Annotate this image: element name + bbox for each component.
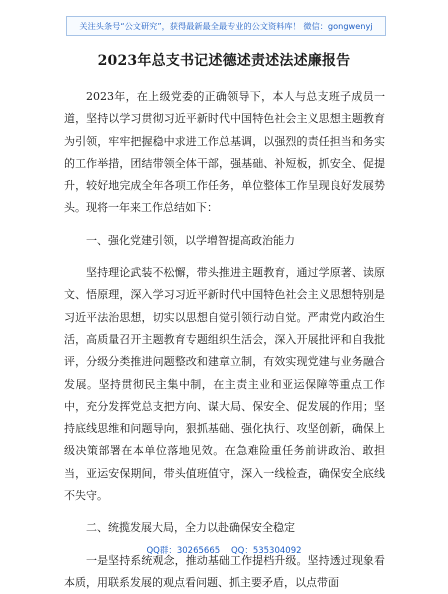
footer-contact [0, 544, 448, 556]
document-title: 2023年总支书记述德述责述法述廉报告 [97, 53, 351, 69]
top-banner: 关注头条号“公文研究”，获得最新最全最专业的公文资料库！ 微信：gongwenyj [66, 16, 386, 36]
intro-paragraph: 2023年，在上级党委的正确领导下，本人与总支班子成员一道，坚持以学习贯彻习近平新时代中国特色社会主义思想主题教育为引领，牢牢把握稳中求进工作总基调，以强烈的责任担当和务实的工作举措，团结带领全体干部，强基础、补短板，抓安全、促提升，较好地完成全年各项工作任务，单位整体工作呈现良好发展势头。现将一年来工作总结如下： [64, 90, 385, 215]
document-body [64, 86, 385, 594]
spacer [64, 507, 385, 517]
spacer [64, 220, 385, 230]
section-heading-2: 二、统揽发展大局，全力以赴确保安全稳定 [86, 521, 295, 535]
spacer [64, 252, 385, 262]
footer-qq: QQ：535304092 [230, 546, 302, 556]
section-heading-1: 一、强化党建引领，以学增智提高政治能力 [86, 233, 295, 247]
footer-qq-group: QQ群：30265665 [146, 546, 221, 556]
section-2-paragraph: 一是坚持系统观念，推动基础工作提档升级。坚持透过现象看本质，用联系发展的观点看问题、抓主要矛盾，以点带面 [64, 553, 385, 589]
section-1-paragraph: 坚持理论武装不松懈，带头推进主题教育，通过学原著、读原文、悟原理，深入学习习近平新时代中国特色社会主义思想特别是习近平法治思想，切实以思想自觉引领行动自觉。严肃党内政治生活，高质量召开主题教育专题组织生活会，深入开展批评和自我批评，分级分类推进问题整改和建章立制，有效实现党建与业务融合发展。坚持贯彻民主集中制，在主责主业和亚运保障等重点工作中，充分发挥党总支把方向、谋大局、保安全、促发展的作用；坚持底线思维和问题导向，狠抓基础、强化执行、攻坚创新，确保上级决策部署在本单位落地见效。在急难险重任务前讲政治、敢担当，亚运安保期间，带头值班值守，深入一线检查，确保安全底线不失守。 [64, 266, 385, 503]
